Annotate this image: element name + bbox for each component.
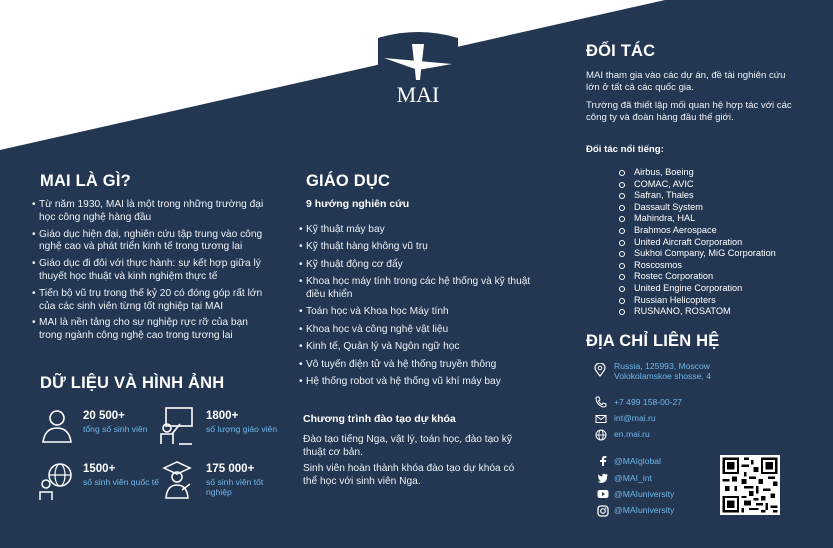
graduate-icon bbox=[158, 460, 196, 500]
facebook-handle[interactable]: @MAIglobal bbox=[614, 456, 661, 466]
contact-title: ĐỊA CHỈ LIÊN HỆ bbox=[586, 332, 720, 350]
education-subtitle: 9 hướng nghiên cứu bbox=[306, 198, 410, 210]
email-icon bbox=[595, 413, 607, 425]
prep-title: Chương trình đào tạo dự khóa bbox=[303, 413, 456, 425]
stat-label: số sinh viên tốt nghiệp bbox=[206, 477, 264, 498]
website-link[interactable]: en.mai.ru bbox=[614, 429, 650, 439]
logo-left-line: MOSCOW bbox=[454, 96, 486, 103]
list-item: United Engine Corporation bbox=[617, 283, 817, 295]
list-item: • Giáo dục hiện đại, nghiên cứu tập trung vào công nghệ cao và phát triển kinh tế trong tương lai bbox=[32, 229, 272, 255]
instagram-handle[interactable]: @MAIuniversity bbox=[614, 505, 675, 515]
list-item: • Khoa học và công nghệ vật liệu bbox=[299, 324, 534, 337]
notable-partners-title: Đối tác nổi tiếng: bbox=[586, 144, 664, 155]
list-item: Sukhoi Company, MiG Corporation bbox=[617, 248, 817, 260]
student-icon bbox=[38, 406, 76, 446]
logo-right-line: NATIONAL bbox=[504, 96, 540, 103]
teacher-icon bbox=[158, 406, 196, 446]
logo-left-line: INSTITUTE bbox=[454, 111, 491, 118]
prep-text: Sinh viên hoàn thành khóa đào tạo dự khóa có thể học với sinh viên Nga. bbox=[303, 463, 515, 487]
list-item: • Kỹ thuật động cơ đẩy bbox=[299, 259, 534, 272]
stat-international bbox=[83, 463, 163, 487]
list-item: Safran, Thales bbox=[617, 190, 817, 202]
facts-title: DỮ LIỆU VÀ HÌNH ẢNH bbox=[40, 374, 225, 392]
list-item: United Aircraft Corporation bbox=[617, 237, 817, 249]
mai-logo bbox=[372, 30, 552, 125]
list-item: • Từ năm 1930, MAI là một trong những trường đại học công nghệ hàng đầu bbox=[32, 199, 272, 225]
address-line: Russia, 125993, Moscow bbox=[614, 361, 711, 371]
youtube-handle[interactable]: @MAIuniversity bbox=[614, 489, 675, 499]
list-item: • MAI là nền tảng cho sự nghiệp rực rỡ của bạn trong ngành công nghệ cao trong tương lai bbox=[32, 317, 272, 343]
stat-value: 1500+ bbox=[83, 463, 116, 475]
list-item: Roscosmos bbox=[617, 260, 817, 272]
list-item: RUSNANO, ROSATOM bbox=[617, 306, 817, 318]
stat-value: 1800+ bbox=[206, 410, 239, 422]
mai-shield-emblem bbox=[372, 30, 467, 125]
twitter-icon bbox=[597, 472, 609, 484]
logo-divider bbox=[498, 96, 499, 122]
list-item: • Khoa học máy tính trong các hệ thống và kỹ thuật điều khiển bbox=[299, 276, 534, 302]
stat-value: 175 000+ bbox=[206, 463, 255, 475]
globe-person-icon bbox=[38, 462, 76, 502]
phone-icon bbox=[595, 396, 607, 408]
about-title: MAI LÀ GÌ? bbox=[40, 172, 131, 190]
list-item: • Giáo dục đi đôi với thực hành: sự kết hợp giữa lý thuyết học thuật và kinh nghiệm thực tế bbox=[32, 258, 272, 284]
list-item: COMAC, AVIC bbox=[617, 179, 817, 191]
qr-code[interactable] bbox=[720, 455, 780, 515]
phone-number[interactable]: +7 499 158-00-27 bbox=[614, 397, 683, 407]
list-item: Rostec Corporation bbox=[617, 271, 817, 283]
partners-text: MAI tham gia vào các dự án, đề tài nghiên cứu lớn ở tất cả các quốc gia. bbox=[586, 70, 786, 94]
email-link[interactable]: int@mai.ru bbox=[614, 413, 656, 423]
globe-icon bbox=[595, 429, 607, 441]
education-title: GIÁO DỤC bbox=[306, 172, 391, 190]
logo-left-line: AVIATION bbox=[454, 103, 487, 111]
list-item: Brahmos Aerospace bbox=[617, 225, 817, 237]
stat-value: 20 500+ bbox=[83, 410, 125, 422]
logo-right-line: UNIVERSITY bbox=[504, 111, 547, 118]
stat-teachers bbox=[206, 410, 286, 434]
list-item: • Hệ thống robot và hệ thống vũ khí máy bay bbox=[299, 376, 534, 389]
list-item: • Tiến bộ vũ trụ trong thế kỷ 20 có đóng góp rất lớn của các sinh viên từng tốt nghiệp tại MAI bbox=[32, 288, 272, 314]
stat-label: số lượng giáo viên bbox=[206, 424, 278, 434]
logo-right-text bbox=[504, 96, 546, 119]
list-item: Russian Helicopters bbox=[617, 295, 817, 307]
stat-label: số sinh viên quốc tế bbox=[83, 477, 159, 487]
prep-text: Đào tạo tiếng Nga, vật lý, toán học, đào tạo kỹ thuật cơ bản. bbox=[303, 434, 512, 458]
logo-left-text bbox=[454, 96, 490, 119]
list-item: • Toán học và Khoa học Máy tính bbox=[299, 306, 534, 319]
stat-graduates bbox=[206, 463, 286, 497]
about-list bbox=[32, 199, 272, 347]
stat-label: tổng số sinh viên bbox=[83, 424, 148, 434]
facebook-icon bbox=[597, 455, 609, 467]
logo-mark-text: MAI bbox=[396, 82, 440, 107]
partners-title: ĐỐI TÁC bbox=[586, 42, 656, 60]
list-item: • Kỹ thuật hàng không vũ trụ bbox=[299, 241, 534, 254]
partners-list bbox=[617, 167, 817, 318]
list-item: • Vô tuyến điện tử và hệ thống truyền thông bbox=[299, 359, 534, 372]
address-line: Volokolamskoe shosse, 4 bbox=[614, 371, 711, 381]
list-item: Dassault System bbox=[617, 202, 817, 214]
logo-right-line: RESEARCH bbox=[504, 103, 541, 111]
list-item: Airbus, Boeing bbox=[617, 167, 817, 179]
twitter-handle[interactable]: @MAI_int bbox=[614, 473, 652, 483]
location-pin-icon bbox=[594, 363, 606, 377]
education-list bbox=[299, 224, 534, 393]
partners-text: Trường đã thiết lập mối quan hệ hợp tác với các công ty và đoàn hàng đầu thế giới. bbox=[586, 100, 792, 124]
list-item: • Kỹ thuật máy bay bbox=[299, 224, 534, 237]
list-item: Mahindra, HAL bbox=[617, 213, 817, 225]
instagram-icon bbox=[597, 505, 609, 517]
stat-students bbox=[83, 410, 163, 434]
youtube-icon bbox=[597, 488, 609, 500]
list-item: • Kinh tế, Quản lý và Ngôn ngữ học bbox=[299, 341, 534, 354]
